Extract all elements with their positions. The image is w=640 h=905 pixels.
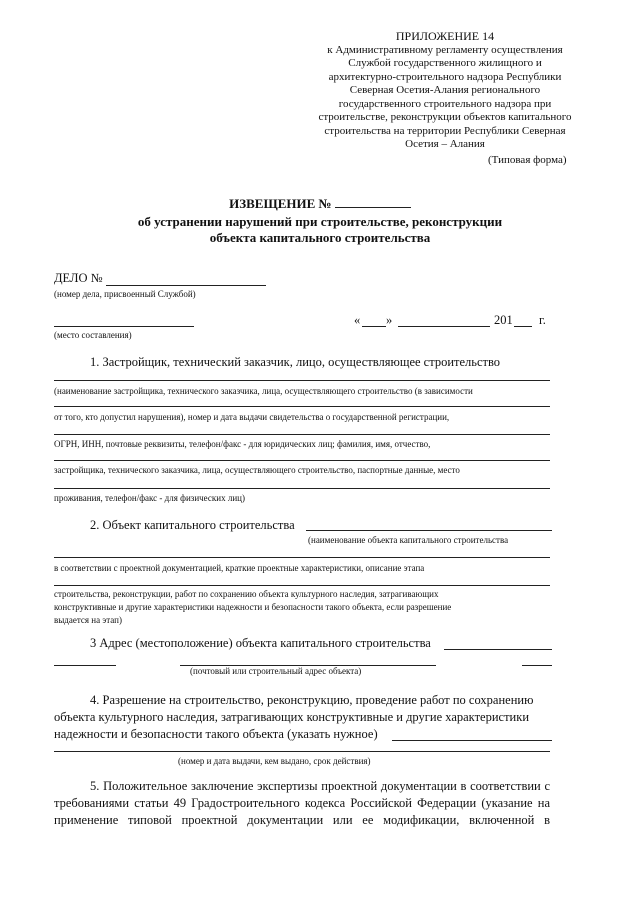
date-quote-open: « (354, 313, 361, 327)
appendix-line: государственного строительного надзора при (338, 97, 552, 110)
appendix-line: строительства на территории Республики Северная (324, 124, 566, 137)
section3-field-2a[interactable] (54, 665, 116, 666)
section2-hint: выдается на этап) (54, 615, 122, 625)
date-day-field[interactable] (362, 326, 386, 327)
section5-line: 5. Положительное заключение экспертизы проектной документации в соответствии с (90, 779, 550, 793)
place-hint: (место составления) (54, 330, 132, 340)
section2-field-2[interactable] (54, 557, 550, 558)
appendix-block (300, 30, 590, 152)
case-label: ДЕЛО № (54, 271, 103, 285)
date-quote-close: » (386, 313, 393, 327)
section4-hint: (номер и дата выдачи, кем выдано, срок действия) (178, 756, 371, 766)
appendix-line: Северная Осетия-Алания регионального (349, 84, 541, 96)
section3-heading: 3 Адрес (местоположение) объекта капитального строительства (90, 636, 431, 650)
section3-hint: (почтовый или строительный адрес объекта) (190, 666, 362, 676)
section3-field-2c[interactable] (522, 665, 552, 666)
case-number-field[interactable] (106, 285, 266, 286)
section1-field-4[interactable] (54, 460, 550, 461)
section2-field-3[interactable] (54, 585, 550, 586)
date-month-field[interactable] (398, 326, 490, 327)
section1-hint: застройщика, технического заказчика, лица, осуществляющего строительство, паспортные данные, место (54, 465, 460, 475)
appendix-heading: ПРИЛОЖЕНИЕ 14 (395, 29, 495, 43)
appendix-line: Службой государственного жилищного и (348, 57, 542, 69)
section2-hint-right: (наименование объекта капитального строительства (308, 535, 509, 545)
section5-line: требованиями статьи 49 Градостроительного кодекса Российской Федерации (указание на (54, 796, 550, 810)
section3-field-1[interactable] (444, 649, 552, 650)
section1-field-1[interactable] (54, 380, 550, 381)
appendix-line: архитектурно-строительного надзора Республики (328, 70, 562, 83)
section4-line: объекта культурного наследия, затрагивающих конструктивные и другие характеристики (54, 710, 530, 724)
section5-line: применение типовой проектной документации или ее модификации, включенной в (54, 813, 550, 827)
case-hint: (номер дела, присвоенный Службой) (54, 289, 196, 299)
section2-field-1[interactable] (306, 530, 552, 531)
section4-field-2[interactable] (54, 751, 550, 752)
section1-field-5[interactable] (54, 488, 550, 489)
section2-hint: строительства, реконструкции, работ по сохранению объекта культурного наследия, затрагивающих (54, 589, 439, 599)
notice-number-field[interactable] (335, 196, 411, 208)
appendix-line: строительстве, реконструкции объектов капитального (318, 111, 572, 123)
notice-subtitle: об устранении нарушений при строительстве, реконструкции (137, 214, 503, 229)
date-year: 201 (494, 313, 513, 327)
section2-hint: конструктивные и другие характеристики надежности и безопасности такого объекта, если разрешение (54, 602, 452, 612)
notice-subtitle-2: объекта капитального строительства (209, 230, 431, 245)
section4-field-1[interactable] (392, 740, 552, 741)
form-type: (Типовая форма) (488, 154, 567, 166)
section1-field-3[interactable] (54, 434, 550, 435)
section2-hint: в соответствии с проектной документацией, краткие проектные характеристики, описание этапа (54, 563, 425, 573)
section1-hint: от того, кто допустил нарушения), номер и дата выдачи свидетельства о государственной регистрации, (54, 412, 450, 422)
appendix-line: Осетия – Алания (405, 138, 485, 150)
section1-hint: ОГРН, ИНН, почтовые реквизиты, телефон/факс - для юридических лиц; фамилия, имя, отчество, (54, 439, 431, 449)
date-year-field[interactable] (514, 326, 532, 327)
section4-line: надежности и безопасности такого объекта (указать нужное) (54, 727, 378, 741)
appendix-line: к Административному регламенту осуществления (327, 43, 563, 56)
section4-line: 4. Разрешение на строительство, реконструкцию, проведение работ по сохранению (90, 693, 534, 707)
place-field[interactable] (54, 326, 194, 327)
section1-field-2[interactable] (54, 406, 550, 407)
date-year-suffix: г. (539, 313, 546, 327)
section1-heading: 1. Застройщик, технический заказчик, лицо, осуществляющее строительство (90, 355, 501, 369)
notice-title (0, 196, 640, 212)
section1-hint: проживания, телефон/факс - для физических лиц) (54, 493, 245, 503)
section2-heading: 2. Объект капитального строительства (90, 518, 295, 532)
section1-hint: (наименование застройщика, технического заказчика, лица, осуществляющего строительство (в зависимости (54, 386, 473, 396)
notice-title-line1: ИЗВЕЩЕНИЕ № (229, 196, 332, 211)
